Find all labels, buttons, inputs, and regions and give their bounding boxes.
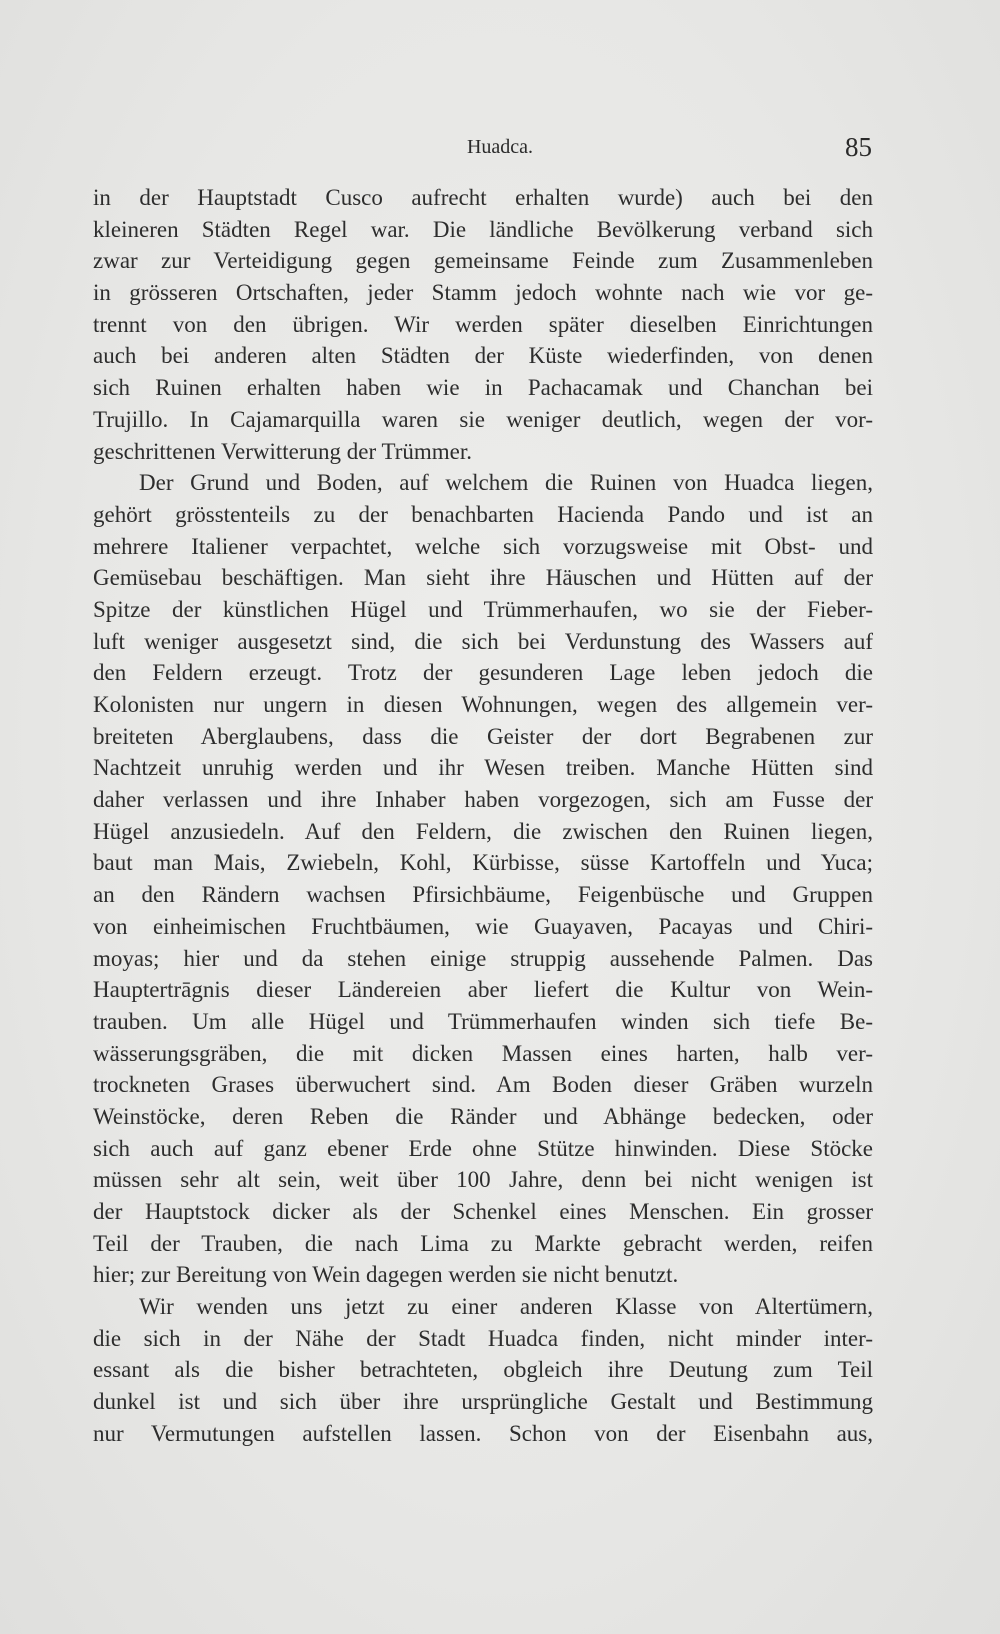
text-line: geschrittenen Verwitterung der Trümmer.	[93, 438, 473, 464]
text-line: Kolonisten nur ungern in diesen Wohnungen, wegen des allgemein ver-	[93, 692, 873, 717]
text-line: Hauptertrāgnis dieser Ländereien aber liefert die Kultur von Wein-	[93, 977, 873, 1003]
text-line: trauben. Um alle Hügel und Trümmerhaufen winden sich tiefe Be-	[93, 1008, 873, 1034]
text-line: Trujillo. In Cajamarquilla waren sie weniger deutlich, wegen der vor-	[93, 406, 873, 432]
text-line: wässerungsgräben, die mit dicken Massen eines harten, halb ver-	[93, 1040, 873, 1066]
text-line: den Feldern erzeugt. Trotz der gesunderen Lage leben jedoch die	[93, 660, 873, 686]
running-head	[0, 132, 1000, 162]
text-line: in der Hauptstadt Cusco aufrecht erhalten wurde) auch bei den	[93, 185, 873, 210]
text-line: Spitze der künstlichen Hügel und Trümmerhaufen, wo sie der Fieber-	[93, 596, 873, 622]
text-line: Hügel anzusiedeln. Auf den Feldern, die zwischen den Ruinen liegen,	[93, 818, 873, 844]
text-line: auch bei anderen alten Städten der Küste wiederfinden, von denen	[93, 343, 873, 369]
text-line: trennt von den übrigen. Wir werden später dieselben Einrichtungen	[93, 311, 873, 337]
text-line: moyas; hier und da stehen einige struppig aussehende Palmen. Das	[93, 945, 873, 971]
running-head-title: Huadca.	[466, 136, 534, 158]
page-number: 85	[845, 132, 872, 162]
text-line: essant als die bisher betrachteten, obgleich ihre Deutung zum Teil	[93, 1357, 873, 1383]
text-line: kleineren Städten Regel war. Die ländliche Bevölkerung verband sich	[93, 216, 873, 242]
text-line: Teil der Trauben, die nach Lima zu Markte gebracht werden, reifen	[93, 1230, 873, 1256]
body-text	[93, 182, 873, 1450]
text-line: sich Ruinen erhalten haben wie in Pachacamak und Chanchan bei	[93, 375, 873, 401]
text-line: trockneten Grases überwuchert sind. Am Boden dieser Gräben wurzeln	[93, 1072, 873, 1098]
text-line: luft weniger ausgesetzt sind, die sich bei Verdunstung des Wassers auf	[93, 628, 873, 654]
text-line: daher verlassen und ihre Inhaber haben vorgezogen, sich am Fusse der	[93, 787, 873, 813]
text-line: nur Vermutungen aufstellen lassen. Schon von der Eisenbahn aus,	[93, 1420, 873, 1446]
text-line: dunkel ist und sich über ihre ursprüngliche Gestalt und Bestimmung	[93, 1389, 873, 1415]
text-line: hier; zur Bereitung von Wein dagegen werden sie nicht benutzt.	[93, 1262, 679, 1288]
text-line: müssen sehr alt sein, weit über 100 Jahre, denn bei nicht wenigen ist	[93, 1167, 873, 1193]
text-line: zwar zur Verteidigung gegen gemeinsame Feinde zum Zusammenleben	[93, 248, 873, 274]
text-line: der Hauptstock dicker als der Schenkel eines Menschen. Ein grosser	[93, 1199, 873, 1224]
text-line: von einheimischen Fruchtbäumen, wie Guayaven, Pacayas und Chiri-	[93, 913, 873, 939]
text-line: an den Rändern wachsen Pfirsichbäume, Feigenbüsche und Gruppen	[93, 882, 873, 908]
text-line: gehört grösstenteils zu der benachbarten Hacienda Pando und ist an	[93, 501, 873, 527]
text-line: sich auch auf ganz ebener Erde ohne Stütze hinwinden. Diese Stöcke	[93, 1135, 873, 1161]
text-line: in grösseren Ortschaften, jeder Stamm jedoch wohnte nach wie vor ge-	[93, 280, 873, 306]
text-line: Gemüsebau beschäftigen. Man sieht ihre Häuschen und Hütten auf der	[93, 565, 873, 591]
text-line: breiteten Aberglaubens, dass die Geister der dort Begrabenen zur	[93, 723, 873, 749]
text-line: baut man Mais, Zwiebeln, Kohl, Kürbisse, süsse Kartoffeln und Yuca;	[93, 850, 873, 876]
text-line: mehrere Italiener verpachtet, welche sich vorzugsweise mit Obst- und	[93, 533, 873, 559]
text-line: die sich in der Nähe der Stadt Huadca finden, nicht minder inter-	[93, 1325, 873, 1351]
text-line: Weinstöcke, deren Reben die Ränder und Abhänge bedecken, oder	[93, 1103, 873, 1129]
text-line: Der Grund und Boden, auf welchem die Ruinen von Huadca liegen,	[139, 470, 873, 496]
text-line: Wir wenden uns jetzt zu einer anderen Klasse von Altertümern,	[139, 1294, 873, 1320]
text-line: Nachtzeit unruhig werden und ihr Wesen treiben. Manche Hütten sind	[93, 755, 873, 781]
